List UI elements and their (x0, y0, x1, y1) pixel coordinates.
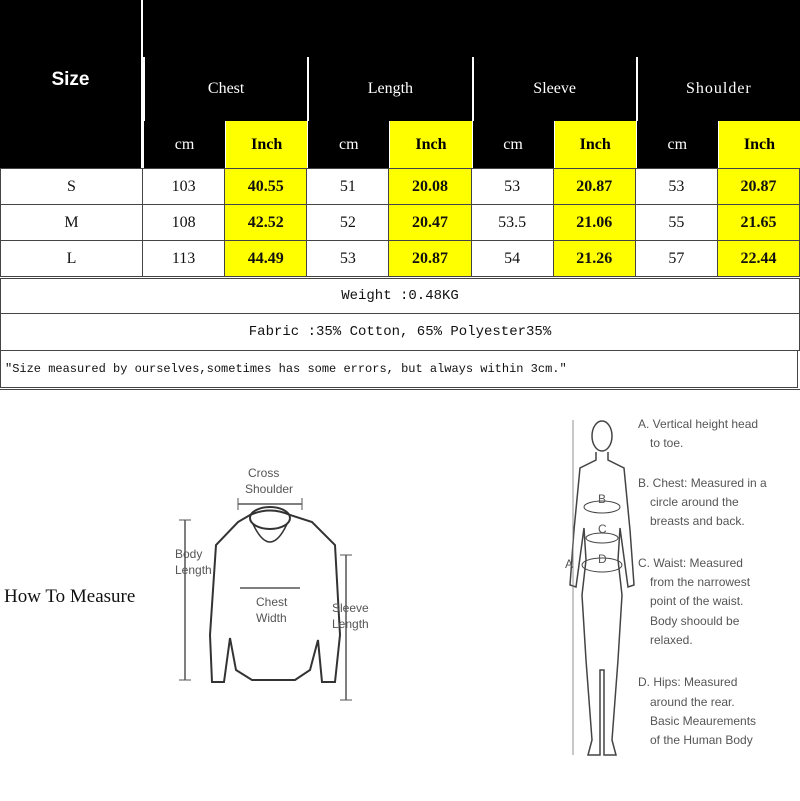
size-cell: S (1, 169, 143, 205)
table-cell: 40.55 (225, 169, 307, 205)
note-d-line: of the Human Body (650, 733, 753, 747)
body-diagram (560, 410, 800, 800)
unit-cm: cm (307, 121, 389, 168)
sleeve-length-label: Sleeve (332, 601, 369, 615)
table-cell: 22.44 (717, 241, 799, 277)
table-cell: 53 (635, 169, 717, 205)
marker-a: A (565, 557, 574, 571)
note-c-line: from the narrowest (650, 575, 751, 589)
table-cell: 53 (307, 241, 389, 277)
unit-header-row (143, 121, 800, 168)
note-d-line: Basic Meaurements (650, 714, 757, 728)
table-cell: 21.65 (717, 205, 799, 241)
unit-cm: cm (636, 121, 718, 168)
size-table (0, 168, 800, 277)
chest-width-label: Chest (256, 595, 288, 609)
note-d-line: D. Hips: Measured (638, 675, 738, 689)
note-a-line: to toe. (650, 436, 684, 450)
how-to-measure-section (0, 389, 800, 801)
table-cell: 57 (635, 241, 717, 277)
table-cell: 51 (307, 169, 389, 205)
table-cell: 20.87 (553, 169, 635, 205)
table-cell: 20.87 (717, 169, 799, 205)
table-cell: 53.5 (471, 205, 553, 241)
note-b-line: breasts and back. (650, 514, 745, 528)
sleeve-header: Sleeve (472, 57, 636, 121)
head (592, 421, 612, 451)
garment-diagram (160, 450, 390, 710)
unit-inch: Inch (554, 121, 636, 168)
size-header (0, 0, 143, 168)
unit-cm: cm (472, 121, 554, 168)
unit-inch: Inch (718, 121, 800, 168)
table-cell: 113 (143, 241, 225, 277)
chest-width-label: Width (256, 611, 287, 625)
table-cell: 103 (143, 169, 225, 205)
sleeve-length-label: Length (332, 617, 369, 631)
note-c-line: relaxed. (650, 633, 693, 647)
cross-shoulder-label: Cross (248, 466, 280, 480)
fabric-row: Fabric :35% Cotton, 65% Polyester35% (0, 313, 800, 351)
note-a-line: A. Vertical height head (638, 417, 759, 431)
table-cell: 42.52 (225, 205, 307, 241)
table-cell: 20.08 (389, 169, 471, 205)
table-cell: 21.26 (553, 241, 635, 277)
length-header: Length (307, 57, 471, 121)
table-cell: 53 (471, 169, 553, 205)
table-cell: 21.06 (553, 205, 635, 241)
note-b-line: B. Chest: Measured in a (638, 476, 767, 490)
table-cell: 54 (471, 241, 553, 277)
table-cell: 108 (143, 205, 225, 241)
table-cell: 44.49 (225, 241, 307, 277)
note-b-line: circle around the (650, 495, 739, 509)
shoulder-header: Shoulder (636, 57, 800, 121)
header-band (143, 0, 800, 57)
table-row (1, 205, 800, 241)
marker-b: B (598, 492, 607, 506)
table-cell: 55 (635, 205, 717, 241)
size-cell: L (1, 241, 143, 277)
chest-header: Chest (143, 57, 307, 121)
size-cell: M (1, 205, 143, 241)
note-c-line: point of the waist. (650, 594, 744, 608)
how-to-measure-label: How To Measure (4, 586, 136, 607)
body-length-label: Length (175, 563, 212, 577)
size-header-label: Size (51, 69, 90, 90)
marker-c: C (598, 522, 607, 536)
table-row (1, 241, 800, 277)
note-c-line: Body shoould be (650, 614, 740, 628)
table-cell: 20.87 (389, 241, 471, 277)
table-row (1, 169, 800, 205)
note-d-line: around the rear. (650, 695, 735, 709)
unit-cm: cm (143, 121, 225, 168)
measurement-note: "Size measured by ourselves,sometimes has some errors, but always within 3cm." (0, 350, 798, 388)
weight-row: Weight :0.48KG (0, 278, 800, 314)
body-length-label: Body (175, 547, 203, 561)
table-cell: 52 (307, 205, 389, 241)
marker-d: D (598, 552, 607, 566)
unit-inch: Inch (225, 121, 307, 168)
cross-shoulder-label: Shoulder (245, 482, 294, 496)
measurement-header-row (143, 57, 800, 121)
note-c-line: C. Waist: Measured (638, 556, 743, 570)
unit-inch: Inch (389, 121, 471, 168)
table-cell: 20.47 (389, 205, 471, 241)
